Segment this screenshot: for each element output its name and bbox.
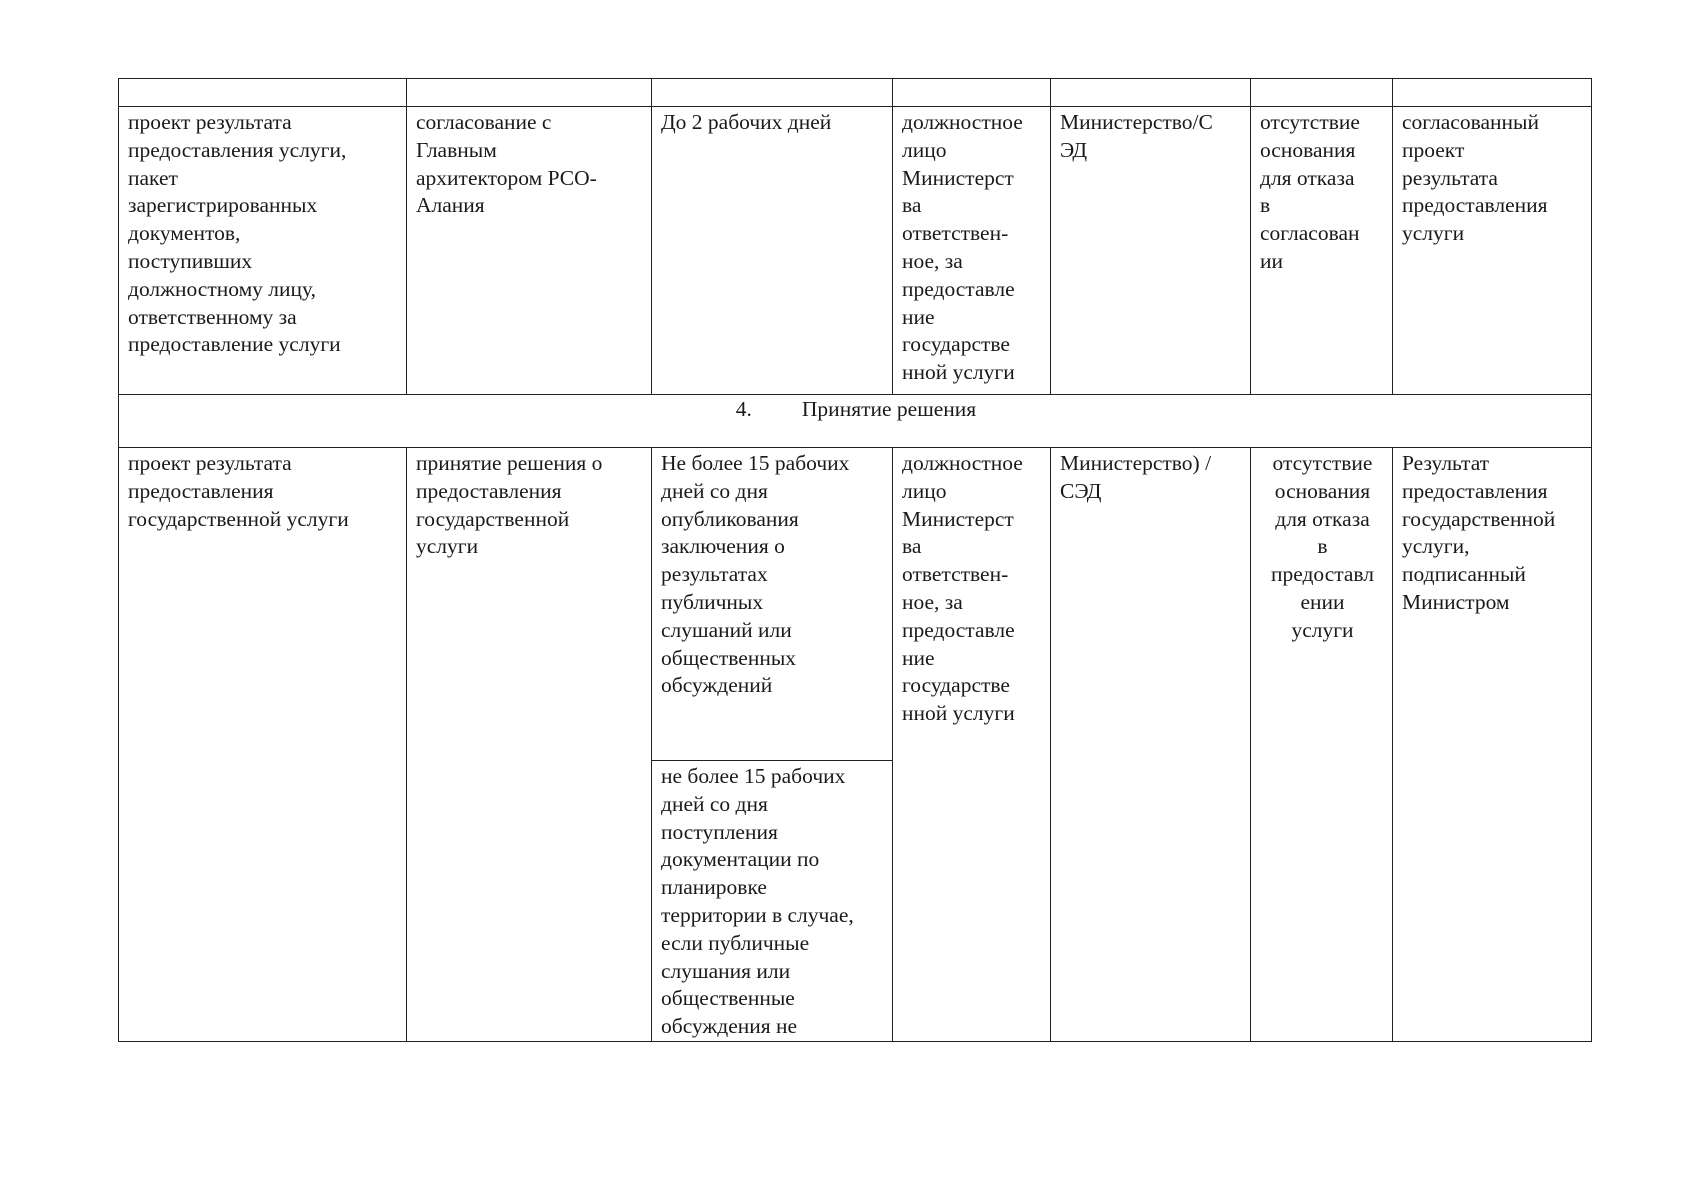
basis-cell	[119, 107, 407, 395]
table-header-row	[119, 79, 1592, 107]
table-row	[119, 107, 1592, 395]
basis-text: проект результата предоставления услуги, пакет зарегистрированных документов, поступивших должностному лицу, ответственному за предоставление услуги	[128, 110, 347, 357]
basis-cell	[119, 448, 407, 1042]
deadline-cell	[652, 107, 893, 395]
section-number: 4.	[735, 397, 752, 421]
header-cell	[1393, 79, 1592, 107]
place-cell	[1051, 107, 1251, 395]
action-cell	[407, 448, 652, 1042]
result-text: согласованный проект результата предоставления услуги	[1402, 110, 1548, 246]
deadline-cell	[652, 761, 893, 1042]
header-cell	[893, 79, 1051, 107]
criteria-text: отсутствие основания для отказа в предоставл ении услуги	[1270, 451, 1375, 642]
table-row	[119, 448, 1592, 761]
deadline-text: Не более 15 рабочих дней со дня опубликования заключения о результатах публичных слушаний или общественных обсуждений	[661, 451, 850, 698]
section-title: Принятие решения	[801, 397, 977, 421]
basis-text: проект результата предоставления государственной услуги	[128, 451, 349, 531]
procedure-table	[118, 78, 1592, 1042]
section-heading-cell	[119, 395, 1592, 448]
responsible-cell	[893, 448, 1051, 1042]
header-cell	[119, 79, 407, 107]
responsible-cell	[893, 107, 1051, 395]
place-cell	[1051, 448, 1251, 1042]
result-text: Результат предоставления государственной услуги, подписанный Министром	[1402, 451, 1556, 614]
criteria-cell	[1251, 107, 1393, 395]
result-cell	[1393, 448, 1592, 1042]
criteria-text: отсутствие основания для отказа в согласован ии	[1260, 110, 1360, 273]
action-text: принятие решения о предоставления государственной услуги	[416, 451, 603, 559]
header-cell	[652, 79, 893, 107]
header-cell	[1051, 79, 1251, 107]
deadline-text: не более 15 рабочих дней со дня поступления документации по планировке территории в случае, если публичные слушания или общественные обсуждения не	[661, 764, 854, 1039]
deadline-cell	[652, 448, 893, 761]
deadline-text: До 2 рабочих дней	[661, 110, 832, 134]
criteria-cell	[1251, 448, 1393, 1042]
action-text: согласование с Главным архитектором РСО- Алания	[416, 110, 597, 218]
action-cell	[407, 107, 652, 395]
header-cell	[407, 79, 652, 107]
place-text: Министерство/С ЭД	[1060, 110, 1213, 162]
place-text: Министерство) / СЭД	[1060, 451, 1212, 503]
responsible-text: должностное лицо Министерст ва ответствен- ное, за предоставле ние государстве нной услуги	[902, 451, 1023, 726]
result-cell	[1393, 107, 1592, 395]
header-cell	[1251, 79, 1393, 107]
responsible-text: должностное лицо Министерст ва ответствен- ное, за предоставле ние государстве нной услуги	[902, 110, 1023, 385]
section-heading-row	[119, 395, 1592, 448]
